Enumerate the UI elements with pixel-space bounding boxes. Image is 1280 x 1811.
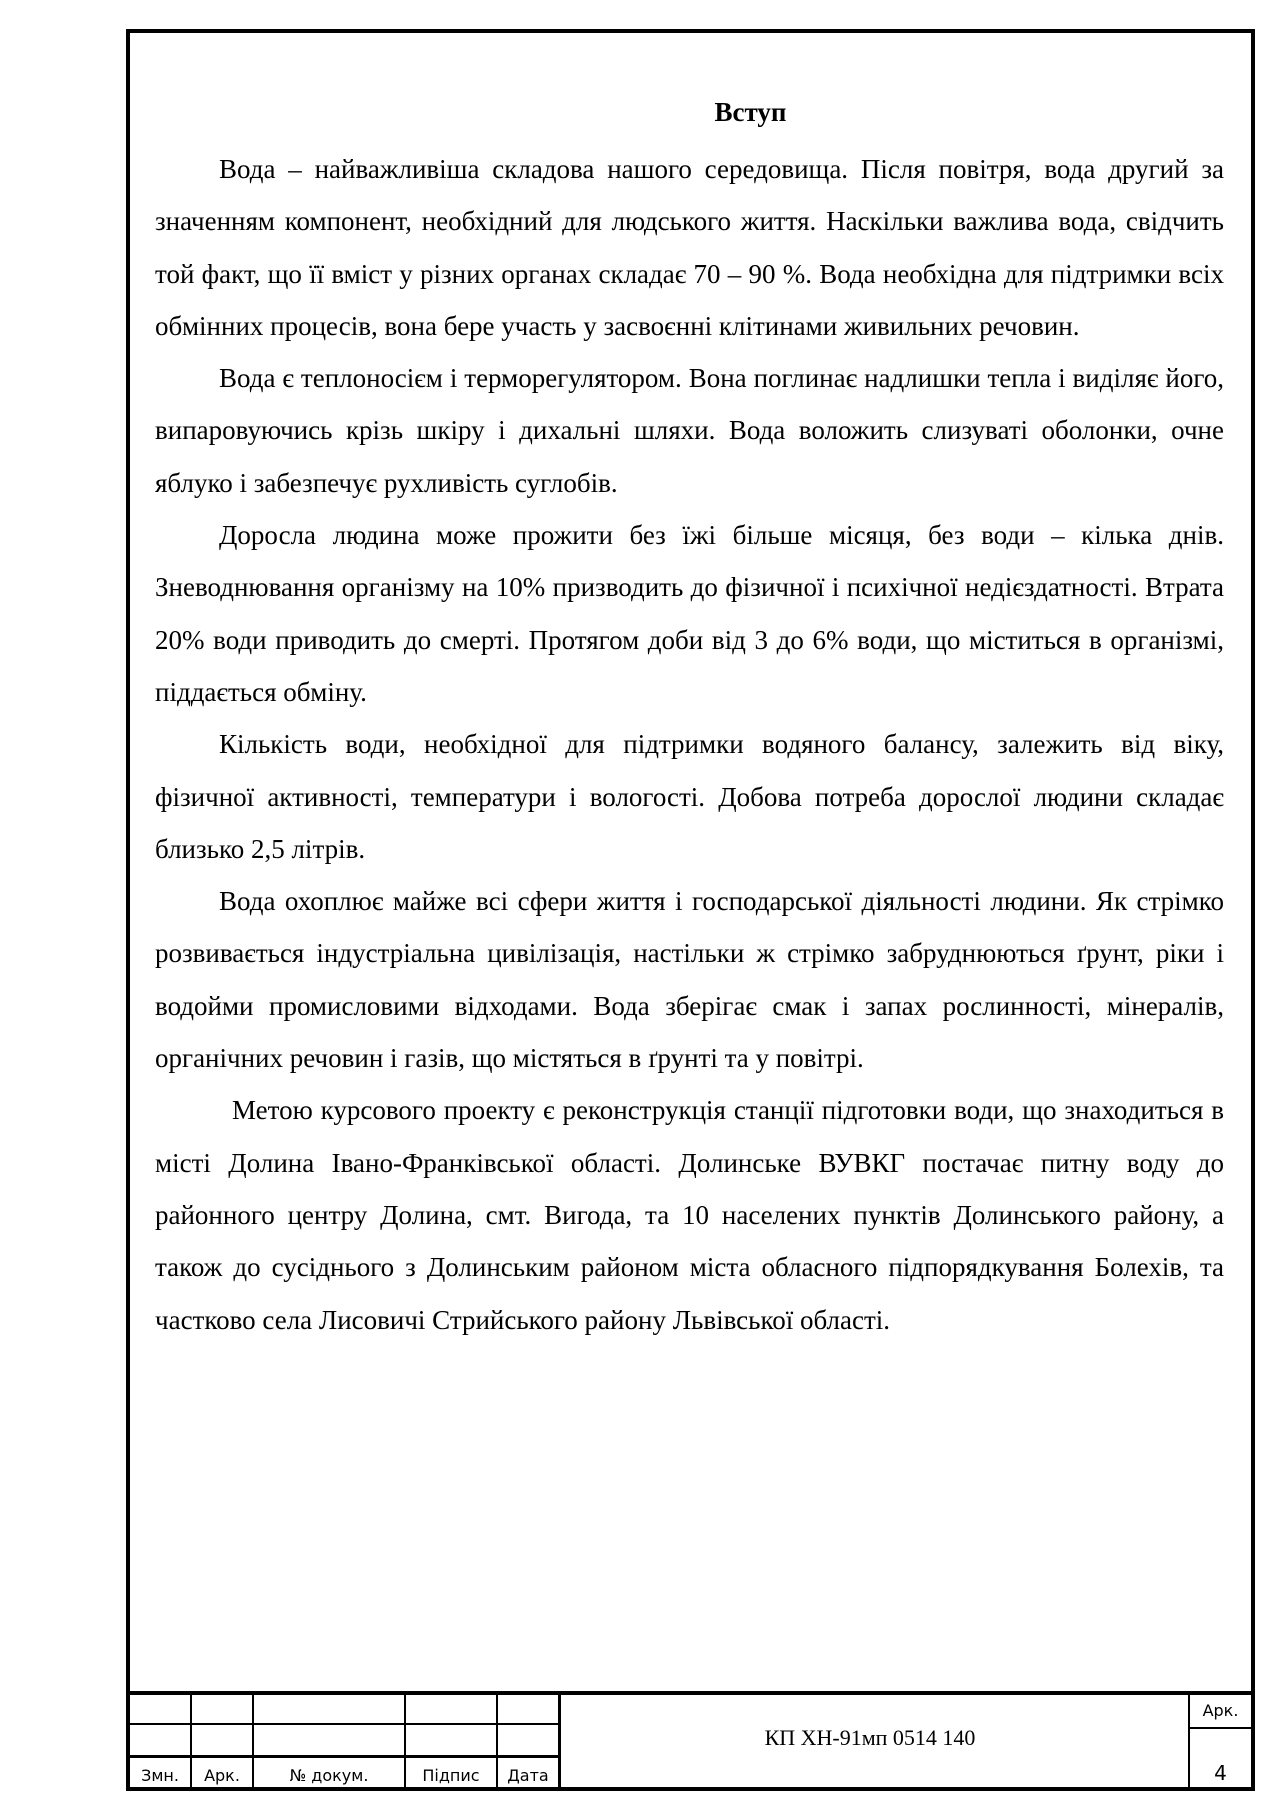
paragraph-1: Вода – найважливіша складова нашого середовища. Після повітря, вода другий за значенням компонент, необхідний для людського життя. Наскільки важлива вода, свідчить той факт, що її вміст у різних органах складає 70 – 90 %. Вода необхідна для підтримки всіх обмінних процесів, вона бере участь у засвоєнні клітинами живильних речовин. <box>155 154 1224 341</box>
paragraph-4: Кількість води, необхідної для підтримки водяного балансу, залежить від віку, фізичної активності, температури і вологості. Добова потреба дорослої людини складає близько 2,5 літрів. <box>155 729 1224 864</box>
title-block <box>130 1691 1251 1787</box>
document-code: КП ХН-91мп 0514 140 <box>764 1725 976 1750</box>
sheet-number: 4 <box>1214 1761 1227 1785</box>
document-body <box>155 143 1224 1346</box>
page-title: Вступ <box>714 97 787 127</box>
paragraph-3: Доросла людина може прожити без їжі більше місяця, без води – кілька днів. Зневоднювання організму на 10% призводить до фізичної і психічної недієздатності. Втрата 20% води приводить до смерті. Протягом доби від 3 до 6% води, що міститься в організмі, піддається обміну. <box>155 520 1224 707</box>
column-label-date: Дата <box>507 1766 549 1785</box>
column-label-signature: Підпис <box>422 1766 480 1785</box>
sheet-label: Арк. <box>1202 1701 1239 1720</box>
paragraph-2: Вода є теплоносієм і терморегулятором. Вона поглинає надлишки тепла і виділяє його, випаровуючись крізь шкіру і дихальні шляхи. Вода воложить слизуваті оболонки, очне яблуко і забезпечує рухливість суглобів. <box>155 363 1224 498</box>
column-label-doc-number: № докум. <box>289 1766 369 1785</box>
title-block-rule <box>1190 1727 1251 1729</box>
page-frame <box>126 29 1255 1791</box>
column-label-ark: Арк. <box>204 1766 240 1785</box>
column-label-zmn: Змн. <box>141 1766 179 1785</box>
paragraph-6: Метою курсового проекту є реконструкція станції підготовки води, що знаходиться в місті Долина Івано-Франківської області. Долинське ВУВКГ постачає питну воду до районного центру Долина, смт. Вигода, та 10 населених пунктів Долинського району, а також до сусіднього з Долинським районом міста обласного підпорядкування Болехів, та частково села Лисовичі Стрийського району Львівської області. <box>155 1095 1224 1335</box>
paragraph-5: Вода охоплює майже всі сфери життя і господарської діяльності людини. Як стрімко розвивається індустріальна цивілізація, настільки ж стрімко забруднюються ґрунт, ріки і водойми промисловими відходами. Вода зберігає смак і запах рослинності, мінералів, органічних речовин і газів, що містяться в ґрунті та у повітрі. <box>155 886 1224 1074</box>
